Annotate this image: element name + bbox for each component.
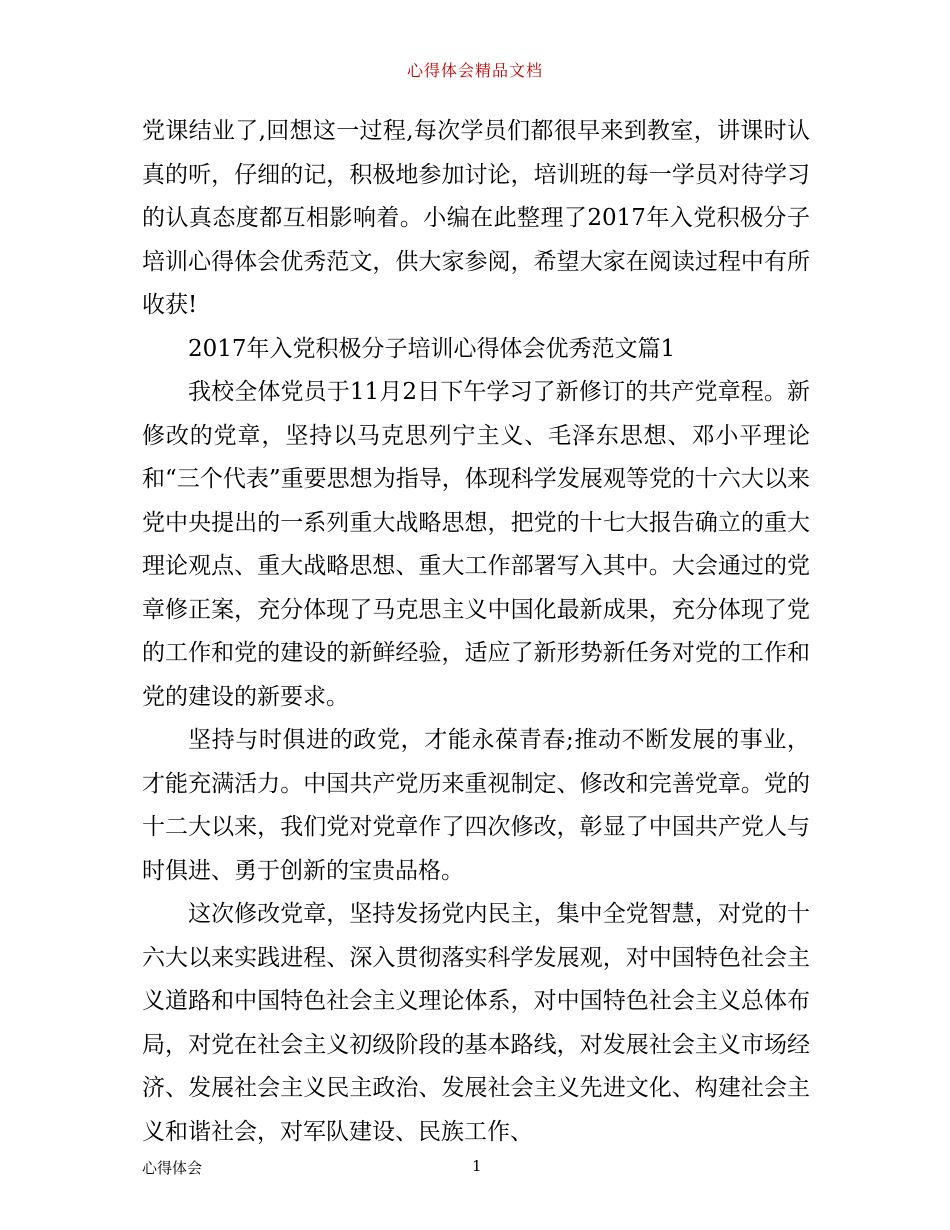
- footer-label: 心得体会: [142, 1159, 203, 1177]
- paragraph-3: 这次修改党章，坚持发扬党内民主，集中全党智慧，对党的十六大以来实践进程、深入贯彻落实科学发展观，对中国特色社会主义道路和中国特色社会主义理论体系，对中国特色社会主义总体布局，对党在社会主义初级阶段的基本路线，对发展社会主义市场经济、发展社会主义民主政治、发展社会主义先进文化、构建社会主义和谐社会，对军队建设、民族工作、: [142, 901, 810, 1145]
- paragraph-1: 我校全体党员于11月2日下午学习了新修订的共产党章程。新修改的党章，坚持以马克思列宁主义、毛泽东思想、邓小平理论和“三个代表”重要思想为指导，体现科学发展观等党的十六大以来党中央提出的一系列重大战略思想，把党的十七大报告确立的重大理论观点、重大战略思想、重大工作部署写入其中。大会通过的党章修正案，充分体现了马克思主义中国化最新成果，充分体现了党的工作和党的建设的新鲜经验，适应了新形势新任务对党的工作和党的建设的新要求。: [142, 379, 810, 710]
- page-header-title: 心得体会精品文档: [406, 61, 543, 80]
- section-heading: 2017年入党积极分子培训心得体会优秀范文篇1: [188, 335, 676, 362]
- paragraph-2: 坚持与时俱进的政党，才能永葆青春;推动不断发展的事业，才能充满活力。中国共产党历来重视制定、修改和完善党章。党的十二大以来，我们党对党章作了四次修改，彰显了中国共产党人与时俱进、勇于创新的宝贵品格。: [142, 727, 810, 884]
- document-body: [142, 110, 810, 1154]
- paragraph-intro: 党课结业了,回想这一过程,每次学员们都很早来到教室，讲课时认真的听，仔细的记，积极地参加讨论，培训班的每一学员对待学习的认真态度都互相影响着。小编在此整理了2017年入党积极分子培训心得体会优秀范文，供大家参阅，希望大家在阅读过程中有所收获!: [142, 118, 810, 318]
- page-number: 1: [472, 1157, 482, 1175]
